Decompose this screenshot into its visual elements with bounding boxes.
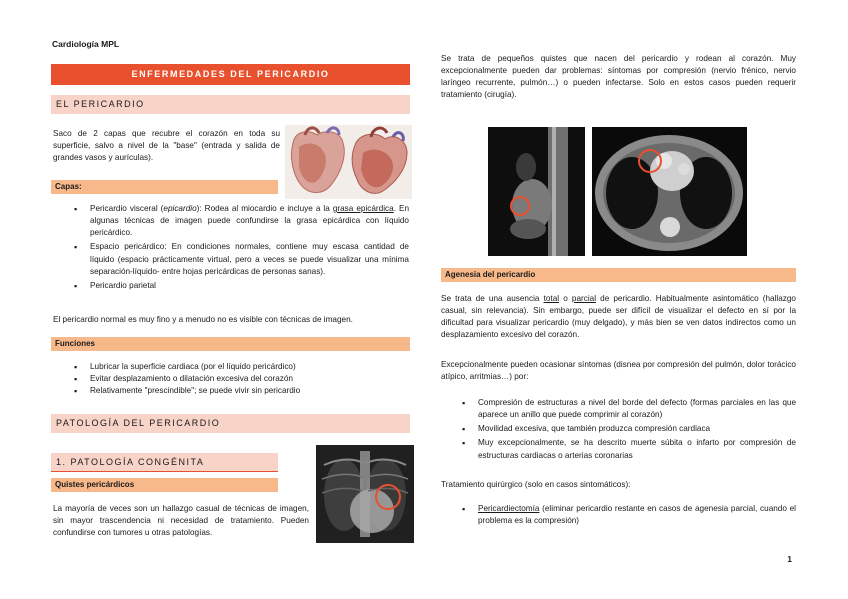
funciones-list [72, 361, 409, 397]
chest-xray-image [316, 445, 414, 543]
list-item-text: ): Rodea al miocardio e incluye a la [196, 204, 333, 213]
agenesia-text: o [559, 294, 572, 303]
list-item: ▪ Evitar desplazamiento o dilatación excesiva del corazón [72, 373, 409, 385]
agenesia-underlined-parcial: parcial [571, 294, 597, 303]
sagittal-ct-image [488, 127, 585, 256]
capas-list [72, 203, 409, 294]
list-item [460, 503, 796, 527]
list-item-underlined: grasa epicárdica [332, 204, 394, 213]
tratamiento-heading: Tratamiento quirúrgico (solo en casos sintomáticos): [441, 480, 631, 489]
list-item: ▪ Relativamente "prescindible"; se puede vivir sin pericardio [72, 385, 409, 397]
list-item-underlined: Pericardiectomía [478, 504, 540, 513]
list-item: ▪ Espacio pericárdico: En condiciones normales, contiene muy escasa cantidad de líquido (espacio prácticamente virtual, pero a veces se puede visualizar una mínima separación-líquido- entre hojas pericárdicas de personas sanas). [72, 241, 409, 277]
section-heading-el-pericardio: EL PERICARDIO [51, 95, 410, 114]
list-item-text: (eliminar pericardio restante en casos de agenesia parcial, cuando el problema es la compresión) [478, 504, 796, 526]
page-number: 1 [787, 554, 792, 564]
list-item-text: Pericardio visceral ( [90, 204, 164, 213]
document-title: ENFERMEDADES DEL PERICARDIO [51, 64, 410, 85]
note-paragraph: El pericardio normal es muy fino y a menudo no es visible con técnicas de imagen. [53, 315, 353, 324]
tratamiento-list [460, 503, 796, 529]
list-item-text: . En algunas técnicas de imagen puede confundirse la grasa epicárdica con líquido pericárdico. [90, 204, 410, 238]
list-item: ▪ Compresión de estructuras a nivel del borde del defecto (formas parciales en las que aparece un anillo que puede comprimir al corazón) [460, 397, 796, 421]
list-item [72, 203, 409, 239]
agenesia-text: Se trata de una ausencia [441, 294, 544, 303]
list-item: ▪ Muy excepcionalmente, se ha descrito muerte súbita o infarto por compresión de estructuras cardiacas o arterias coronarias [460, 437, 796, 461]
list-item-italic: epicardio [163, 204, 197, 213]
heart-anatomy-image [285, 125, 412, 199]
intro-paragraph: Saco de 2 capas que recubre el corazón en toda su superficie, salvo a nivel de la "base" (entrada y salida de grandes vasos y aurículas). [53, 129, 280, 163]
agenesia-paragraph [441, 293, 796, 342]
list-item: ▪ Lubricar la superficie cardiaca (por el líquido pericárdico) [72, 361, 409, 373]
subheading-funciones: Funciones [51, 337, 410, 351]
quistes-continuation-paragraph: Se trata de pequeños quistes que nacen del pericardio y rodean al corazón. Muy excepcionalmente pueden dar problemas: síntomas por compresión (nervio frénico, nervio laríngeo recurrente, pulmón…) o pueden infectarse. Solo en estos casos pueden requerir tratamiento (cirugía). [441, 54, 796, 100]
sintomas-list [460, 397, 796, 464]
document-header: Cardiología MPL [52, 39, 120, 49]
agenesia-underlined-total: total [543, 294, 560, 303]
sintomas-intro-paragraph: Excepcionalmente pueden ocasionar síntomas (disnea por compresión del pulmón, dolor torácico atípico, arritmias…) por: [441, 360, 796, 382]
subheading-quistes: Quistes pericárdicos [51, 478, 278, 492]
axial-ct-image [592, 127, 747, 256]
subheading-agenesia: Agenesia del pericardio [441, 268, 796, 282]
list-item: ▪ Movilidad excesiva, que también produzca compresión cardiaca [460, 423, 796, 435]
section-heading-patologia: PATOLOGÍA DEL PERICARDIO [51, 414, 410, 433]
section-subheading-congenita: 1. PATOLOGÍA CONGÉNITA [51, 453, 278, 472]
subheading-capas: Capas: [51, 180, 278, 194]
list-item: ▪ Pericardio parietal [72, 280, 409, 292]
agenesia-text: de pericardio. Habitualmente asintomático (hallazgo casual, sin relevancia). Sin embargo, puede ser difícil de visualizar el defecto en sí por la dificultad para visualizar pericardio (muy delgado), y más bien se ven datos indirectos como un desplazamiento excesivo del corazón. [441, 294, 796, 340]
quistes-paragraph: La mayoría de veces son un hallazgo casual de técnicas de imagen, sin mayor trascendencia ni necesidad de tratamiento. Pueden confundirse con tumores u otras patologías. [53, 504, 309, 538]
